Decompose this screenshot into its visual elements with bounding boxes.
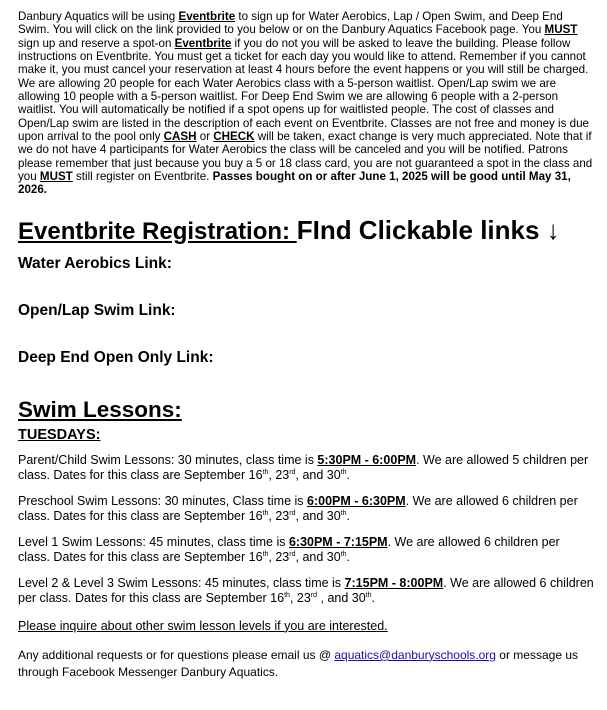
water-aerobics-link[interactable]: Water Aerobics Link: [18,254,172,272]
lesson-text: , and 30 [295,467,341,482]
lesson-text: , and 30 [317,590,366,605]
lesson-time: 5:30PM - 6:00PM [317,452,417,467]
intro-text: Danbury Aquatics will be using [18,10,179,23]
contact-text: or message us through Facebook Messenger Danbury Aquatics. [18,647,579,679]
lesson-time: 7:15PM - 8:00PM [344,575,444,590]
lesson-level-1 [18,535,594,565]
registration-label: Eventbrite Registration: [18,217,297,245]
lesson-text: , 23 [268,508,290,523]
lesson-time: 6:00PM - 6:30PM [307,493,406,508]
check-emphasis: CHECK [213,130,255,144]
lesson-text: . [346,508,351,523]
lesson-text: , and 30 [295,549,341,564]
inquire-note: Please inquire about other swim lesson levels if you are interested. [18,618,388,633]
ordinal: th [262,509,269,517]
ordinal: th [284,591,290,599]
lesson-text: . We are allowed 6 children per class. Dates for this class are September 16 [18,493,578,523]
ordinal: rd [289,468,296,476]
find-links-label: FInd Clickable links ↓ [296,214,560,245]
lesson-text: . We are allowed 6 children per class. Dates for this class are September 16 [18,534,560,564]
lesson-text: Parent/Child Swim Lessons: 30 minutes, class time is [18,452,318,467]
lesson-text: . We are allowed 6 children per class. Dates for this class are September 16 [18,575,594,605]
ordinal: th [340,509,347,517]
swim-lessons-heading: Swim Lessons: [18,396,182,422]
eventbrite-mention: Eventbrite [174,36,232,50]
lesson-text: , 23 [268,467,290,482]
ordinal: rd [289,509,296,517]
lesson-text: . We are allowed 5 children per class. Dates for this class are September 16 [18,452,589,482]
ordinal: th [340,468,347,476]
intro-text: if you do not you will be asked to leave the building. Please follow instructions on Eventbrite. You must get a ticket for each day you would like to attend. Remember if you cannot make it, you must cancel your reservation at least 4 hours before the event happens or you will still be charged. We are allowing 20 people for each Water Aerobics class with a 5-person waitlist. Open/Lap swim we are allowing 10 people with a 5-person waitlist. For Deep End Swim we are allowing 6 people with a 2-person waitlist. You will automatically be notified if a spot opens up for waitlisted people. The cost of classes and Open/Lap swim are listed in the description of each event on Eventbrite. Classes are not free and money is due upon arrival to the pool only [18,36,589,144]
lesson-text: . [346,549,351,564]
registration-heading [18,216,595,246]
intro-text: or [196,130,214,144]
lesson-level-2-3 [18,576,594,606]
tuesdays-heading: TUESDAYS: [18,426,101,443]
ordinal: rd [289,550,296,558]
lesson-text: Preschool Swim Lessons: 30 minutes, Class time is [18,493,307,508]
eventbrite-mention: Eventbrite [178,10,236,23]
contact-text: Any additional requests or for questions please email us @ [18,647,335,662]
ordinal: th [365,591,372,599]
lesson-text: . [371,590,376,605]
ordinal: th [262,468,269,476]
must-emphasis: MUST [544,23,578,37]
passes-note: Passes bought on or after June 1, 2025 will be good until May 31, 2026. [18,170,571,197]
lesson-parent-child [18,453,594,483]
ordinal: th [262,550,269,558]
email-link[interactable]: aquatics@danburyschools.org [334,647,496,662]
ordinal: rd [310,591,318,599]
lesson-text: , 23 [268,549,290,564]
contact-paragraph [18,647,594,681]
intro-text: to sign up for Water Aerobics, Lap / Open Swim, and Deep End Swim. You will click on the link provided to you below or on the Danbury Aquatics Facebook page. You [18,10,563,37]
cash-emphasis: CASH [163,130,197,144]
lesson-text: Level 1 Swim Lessons: 45 minutes, class time is [18,534,289,549]
lesson-text: Level 2 & Level 3 Swim Lessons: 45 minutes, class time is [18,575,345,590]
lesson-time: 6:30PM - 7:15PM [288,534,388,549]
intro-paragraph [18,10,596,197]
lesson-text: , 23 [289,590,311,605]
intro-text: sign up and reserve a spot-on [18,36,175,50]
ordinal: th [340,550,347,558]
must-emphasis: MUST [39,170,73,184]
lesson-text: . [346,467,351,482]
lesson-text: , and 30 [295,508,341,523]
intro-text: still register on Eventbrite. [72,170,213,184]
deep-end-link[interactable]: Deep End Open Only Link: [18,348,214,366]
intro-text: will be taken, exact change is very much appreciated. Note that if we do not have 4 participants for Water Aerobics the class will be canceled and you will be notified. Patrons please remember that just because you buy a 5 or 18 class card, you are not guaranteed a spot in the class and you [18,130,593,184]
lesson-preschool [18,494,594,524]
open-lap-swim-link[interactable]: Open/Lap Swim Link: [18,301,176,319]
